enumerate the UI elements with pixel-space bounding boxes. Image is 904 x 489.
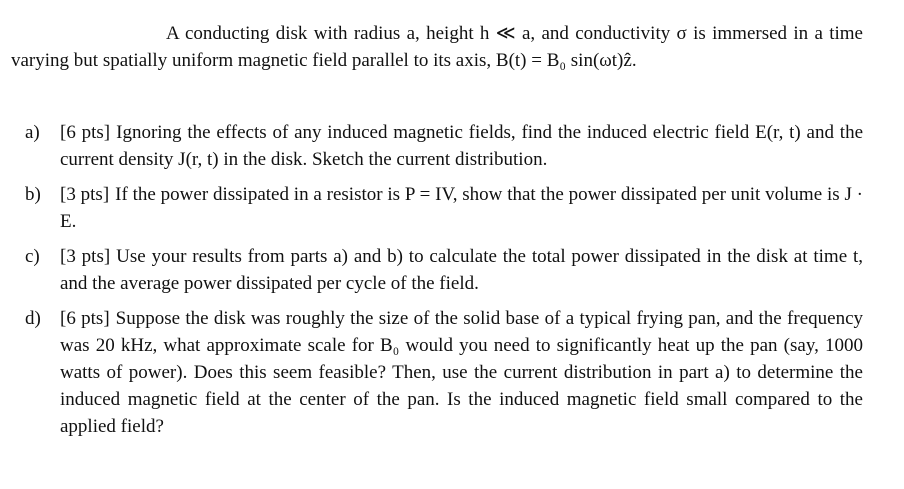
part-c-text: Use your results from parts a) and b) to calculate the total power dissipated in the disk at time t, and the average power dissipated per cycle of the field. [60,246,863,294]
part-b-body [60,181,863,235]
part-c-points: [3 pts] [60,246,111,267]
part-d-label: d) [25,308,41,329]
part-c-label: c) [25,246,40,267]
part-d-text: Suppose the disk was roughly the size of the solid base of a typical frying pan, and the frequency was 20 kHz, what approximate scale for B₀ would you need to significantly heat up the pan (say, 1000 watts of power). Does this seem feasible? Then, use the current distribution in part a) to determine the induced magnetic field at the center of the pan. Is the induced magnetic field small compared to the applied field? [60,308,863,437]
part-d-points: [6 pts] [60,308,110,329]
part-b-points: [3 pts] [60,184,110,205]
problem-parts-list [0,119,904,448]
part-a-text: Ignoring the effects of any induced magnetic fields, find the induced electric field E(r, t) and the current density J(r, t) in the disk. Sketch the current distribution. [60,122,863,170]
part-c [0,243,904,297]
part-d-body [60,305,863,440]
part-b-text: If the power dissipated in a resistor is P = IV, show that the power dissipated per unit volume is J · E. [60,184,864,232]
part-a-label: a) [25,122,40,143]
part-b [0,181,904,235]
part-c-body [60,243,863,297]
part-a-body [60,119,863,173]
part-a [0,119,904,173]
part-b-label: b) [25,184,41,205]
problem-intro: A conducting disk with radius a, height h ≪ a, and conductivity σ is immersed in a time varying but spatially uniform magnetic field parallel to its axis, B(t) = B₀ sin(ωt)ẑ. [11,23,863,71]
part-a-points: [6 pts] [60,122,111,143]
part-d [0,305,904,440]
